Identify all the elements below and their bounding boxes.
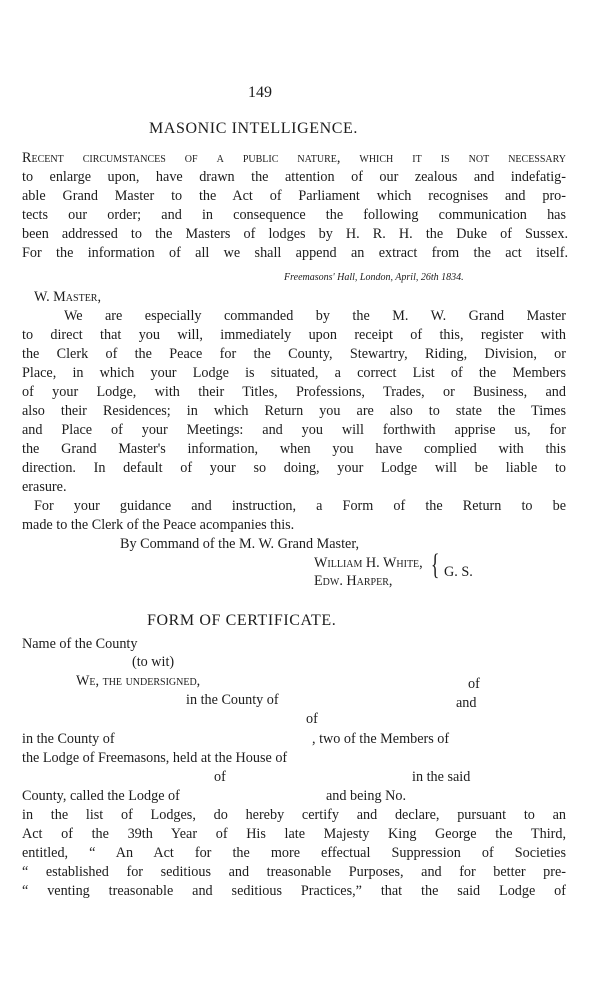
certificate-line: entitled, “ An Act for the more effectual Suppression of Societies bbox=[22, 845, 566, 861]
letter-line: direction. In default of your so doing, your Lodge will be liable to bbox=[22, 460, 566, 476]
command-text: By Command of the M. W. Grand Master, bbox=[120, 536, 360, 552]
letter-line: also their Residences; in which Return you are also to state the Times bbox=[22, 403, 566, 419]
letter-dateline: Freemasons' Hall, London, April, 26th 1834. bbox=[284, 272, 464, 283]
in-the-said: in the said bbox=[412, 769, 471, 785]
page-number: 149 bbox=[248, 84, 272, 101]
county-called: County, called the Lodge of bbox=[22, 788, 180, 804]
letter-line: to direct that you will, immediately upon receipt of this, register with bbox=[22, 327, 566, 343]
guidance-line: For your guidance and instruction, a Form of the Return to be bbox=[34, 498, 566, 514]
undersigned-text: We, the undersigned, bbox=[76, 673, 201, 689]
intro-line bbox=[22, 149, 566, 168]
certificate-line: Act of the 39th Year of His late Majesty King George the Third, bbox=[22, 826, 566, 842]
of-label: of bbox=[214, 769, 226, 785]
command-line bbox=[120, 535, 359, 554]
letter-line: We are especially commanded by the M. W. Grand Master bbox=[64, 308, 566, 324]
guidance-line: made to the Clerk of the Peace acompanies this. bbox=[22, 517, 295, 533]
intro-line: For the information of all we shall append an extract from the act itself. bbox=[22, 245, 568, 261]
letter-line: the Grand Master's information, when you have complied with this bbox=[22, 441, 566, 457]
letter-line: erasure. bbox=[22, 479, 67, 495]
certificate-line: “ established for seditious and treasonable Purposes, and for better pre- bbox=[22, 864, 566, 880]
county-label: Name of the County bbox=[22, 636, 138, 652]
lodge-held: the Lodge of Freemasons, held at the House of bbox=[22, 750, 288, 766]
of-label: of bbox=[306, 711, 318, 727]
undersigned-line bbox=[76, 672, 200, 691]
of-label: of bbox=[468, 676, 480, 692]
intro-line: tects our order; and in consequence the following communication has bbox=[22, 207, 566, 223]
certificate-heading: FORM OF CERTIFICATE. bbox=[147, 612, 337, 629]
intro-line: been addressed to the Masters of lodges by H. R. H. the Duke of Sussex. bbox=[22, 226, 568, 242]
letter-line: Place, in which your Lodge is situated, a correct List of the Members bbox=[22, 365, 566, 381]
signer-title: G. S. bbox=[444, 564, 473, 580]
signer-1: William H. White, bbox=[314, 555, 423, 571]
intro-line: able Grand Master to the Act of Parliament which recognises and pro- bbox=[22, 188, 566, 204]
letter-salutation: W. Master, bbox=[34, 289, 102, 305]
intro-text: Recent circumstances of a public nature, which it is not necessary bbox=[22, 150, 566, 166]
and-label: and bbox=[456, 695, 477, 711]
letter-line: and Place of your Meetings: and you will forthwith apprise us, for bbox=[22, 422, 566, 438]
intro-line: to enlarge upon, have drawn the attention of our zealous and indefatig- bbox=[22, 169, 566, 185]
certificate-line: “ venting treasonable and seditious Practices,” that the said Lodge of bbox=[22, 883, 566, 899]
in-county-of: in the County of bbox=[186, 692, 279, 708]
signer-2: Edw. Harper, bbox=[314, 573, 393, 589]
in-county-of: in the County of bbox=[22, 731, 115, 747]
brace-icon: { bbox=[430, 548, 440, 581]
letter-line: the Clerk of the Peace for the County, Stewartry, Riding, Division, or bbox=[22, 346, 566, 362]
being-no: and being No. bbox=[326, 788, 406, 804]
page-title: MASONIC INTELLIGENCE. bbox=[149, 120, 359, 137]
to-wit: (to wit) bbox=[132, 654, 175, 670]
certificate-line: in the list of Lodges, do hereby certify and declare, pursuant to an bbox=[22, 807, 566, 823]
two-members: , two of the Members of bbox=[312, 731, 450, 747]
letter-line: of your Lodge, with their Titles, Professions, Trades, or Business, and bbox=[22, 384, 566, 400]
